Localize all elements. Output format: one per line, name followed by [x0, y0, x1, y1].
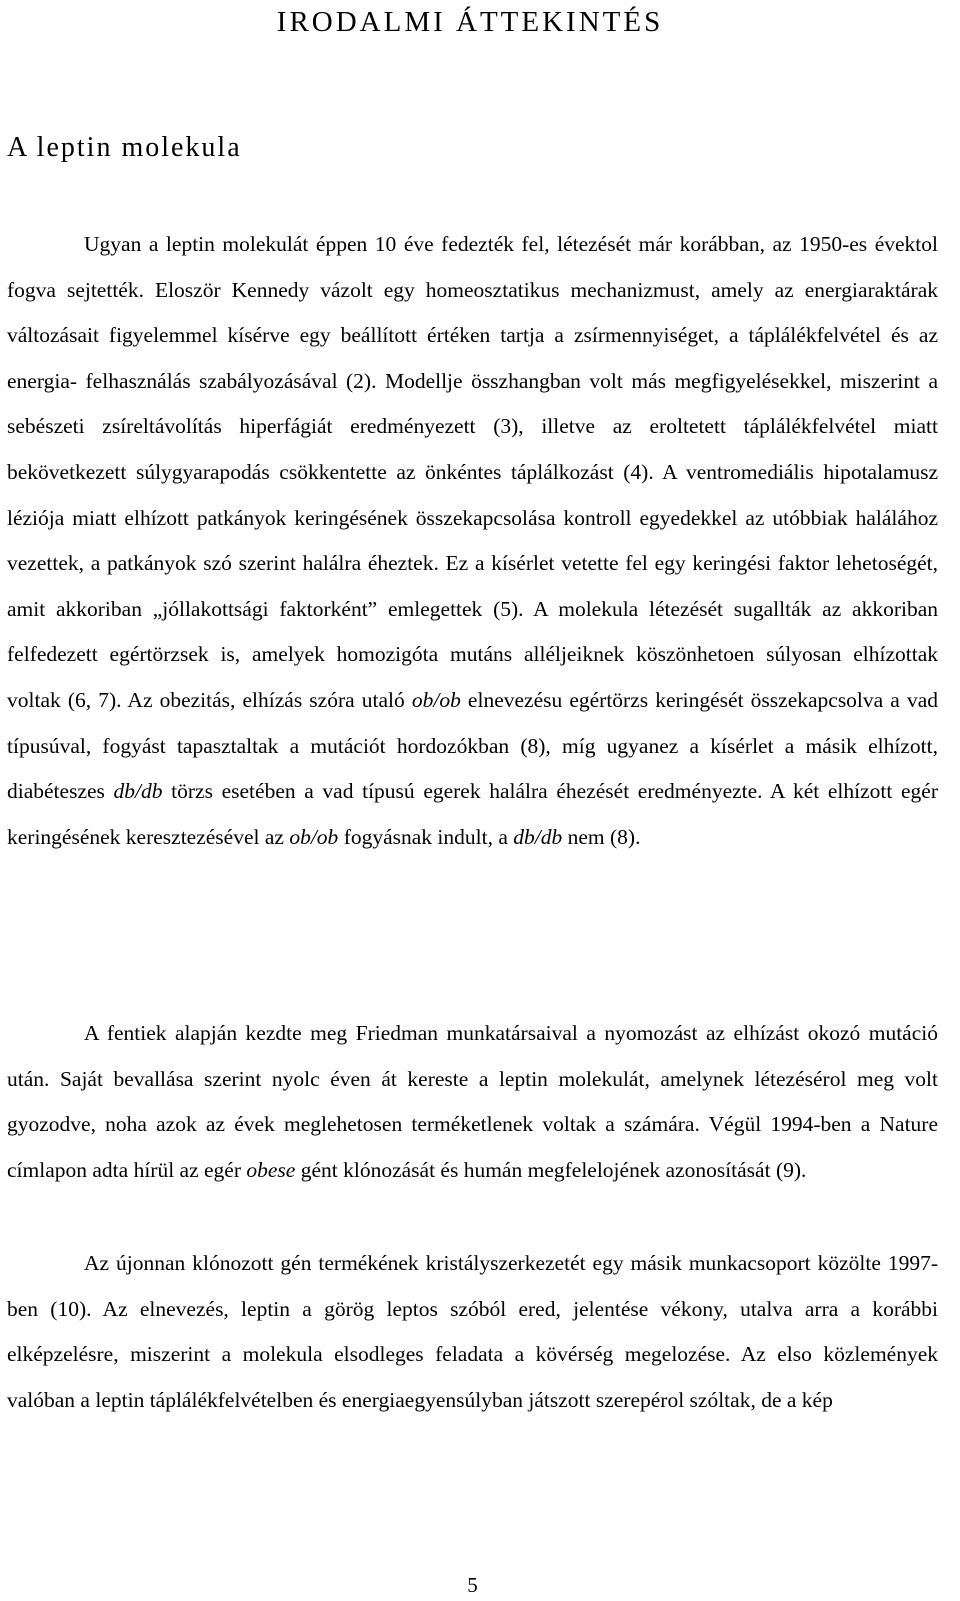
text-run: törzs esetében a vad típusú egerek halálra éhezését eredményezte. A két elhízott egér keringésének keresztezésével az — [7, 779, 938, 849]
text-run: fogyásnak indult, a — [338, 824, 514, 849]
italic-term: ob/ob — [289, 824, 339, 849]
text-run: nem (8). — [562, 824, 641, 849]
text-run: Ugyan a leptin molekulát éppen 10 éve fedezték fel, létezését már korábban, az 1950-es évektol fogva sejtették. Eloször Kennedy vázolt egy homeosztatikus mechanizmust, amely az energiaraktárak változásait figyelemmel kísérve egy beállított értéken tartja a zsírmennyiséget, a táplálékfelvétel és az energia- felhasználás szabályozásával (2). Modellje összhangban volt más megfigyelésekkel, miszerint a sebészeti zsíreltávolítás hiperfágiát eredményezett (3), illetve az eroltetett táplálékfelvétel miatt bekövetkezett súlygyarapodás csökkentette az önkéntes táplálkozást (4). A ventromediális hipotalamusz léziója miatt elhízott patkányok keringésének összekapcsolása kontroll egyedekkel az utóbbiak halálához vezettek, a patkányok szó szerint halálra éheztek. Ez a kísérlet vetette fel egy keringési faktor lehetoségét, amit akkoriban „jóllakottsági faktorként” emlegettek (5). A molekula létezését sugallták az akkoriban felfedezett egértörzsek is, amelyek homozigóta mutáns alléljeiknek köszönhetoen súlyosan elhízottak voltak (6, 7). Az obezitás, elhízás szóra utaló — [7, 232, 938, 712]
text-run: elnevezésu egértörzs keringését összekapcsolva a vad típusúval, fogyást tapasztaltak a mutációt hordozókban (8), míg ugyanez a kísérlet a másik elhízott, diabéteszes — [7, 687, 938, 804]
text-run: A fentiek alapján kezdte meg Friedman munkatársaival a nyomozást az elhízást okozó mutáció után. Saját bevallása szerint nyolc éven át kereste a leptin molekulát, amelynek létezésérol meg volt gyozodve, noha azok az évek meglehetosen terméketlenek voltak a számára. Végül 1994-ben a Nature címlapon adta hírül az egér — [7, 1021, 938, 1182]
paragraph-text — [7, 1241, 938, 1423]
body-paragraph-1 — [7, 222, 938, 860]
body-paragraph-2 — [7, 1011, 938, 1193]
italic-term: db/db — [113, 779, 163, 804]
text-run: gént klónozását és humán megfelelojének azonosítását (9). — [295, 1157, 807, 1182]
paragraph-text — [7, 1011, 938, 1193]
italic-term: db/db — [513, 824, 563, 849]
subsection-title: A leptin molekula — [7, 132, 242, 163]
page-number: 5 — [467, 1573, 478, 1597]
italic-term: ob/ob — [411, 687, 461, 712]
italic-term: obese — [246, 1157, 296, 1182]
text-run: Az újonnan klónozott gén termékének kristályszerkezetét egy másik munkacsoport közölte 1997-ben (10). Az elnevezés, leptin a görög leptos szóból ered, jelentése vékony, utalva arra a korábbi elképzelésre, miszerint a molekula elsodleges feladata a kövérség megelozése. Az elso közlemények valóban a leptin táplálékfelvételben és energiaegyensúlyban játszott szerepérol szóltak, de a kép — [7, 1251, 938, 1412]
section-title: IRODALMI ÁTTEKINTÉS — [276, 6, 664, 38]
paragraph-text — [7, 222, 938, 860]
body-paragraph-3 — [7, 1241, 938, 1423]
